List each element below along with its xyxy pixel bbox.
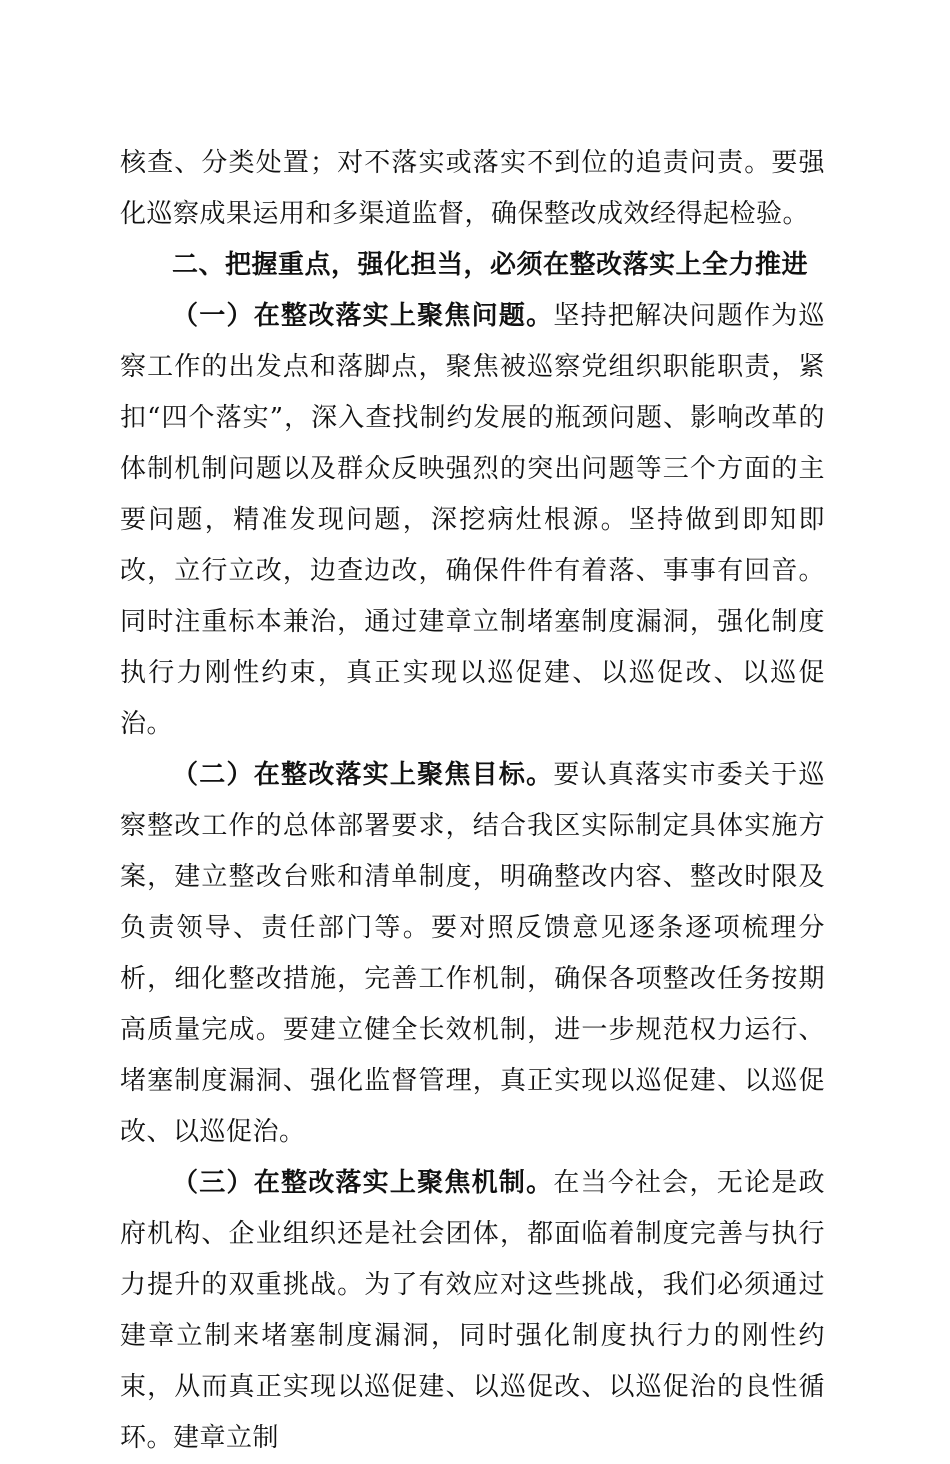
document-body [120, 138, 825, 1464]
paragraph-one [120, 291, 825, 750]
section-heading: 二、把握重点，强化担当，必须在整改落实上全力推进 [172, 250, 809, 280]
paragraph-two-body: 要认真落实市委关于巡察整改工作的总体部署要求，结合我区实际制定具体实施方案，建立整改台账和清单制度，明确整改内容、整改时限及负责领导、责任部门等。要对照反馈意见逐条逐项梳理分析，细化整改措施，完善工作机制，确保各项整改任务按期高质量完成。要建立健全长效机制，进一步规范权力运行、堵塞制度漏洞、强化监督管理，真正实现以巡促建、以巡促改、以巡促治。 [120, 760, 825, 1147]
paragraph-three-body: 在当今社会，无论是政府机构、企业组织还是社会团体，都面临着制度完善与执行力提升的双重挑战。为了有效应对这些挑战，我们必须通过建章立制来堵塞制度漏洞，同时强化制度执行力的刚性约束，从而真正实现以巡促建、以巡促改、以巡促治的良性循环。建章立制 [120, 1168, 825, 1453]
paragraph-two [120, 750, 825, 1158]
paragraph-three [120, 1158, 825, 1464]
paragraph-three-lead: （三）在整改落实上聚焦机制。 [172, 1168, 554, 1198]
continuation-paragraph: 核查、分类处置；对不落实或落实不到位的追责问责。要强化巡察成果运用和多渠道监督，确保整改成效经得起检验。 [120, 148, 825, 229]
paragraph-one-body: 坚持把解决问题作为巡察工作的出发点和落脚点，聚焦被巡察党组织职能职责，紧扣“四个落实”，深入查找制约发展的瓶颈问题、影响改革的体制机制问题以及群众反映强烈的突出问题等三个方面的主要问题，精准发现问题，深挖病灶根源。坚持做到即知即改，立行立改，边查边改，确保件件有着落、事事有回音。同时注重标本兼治，通过建章立制堵塞制度漏洞，强化制度执行力刚性约束，真正实现以巡促建、以巡促改、以巡促治。 [120, 301, 825, 739]
paragraph-two-lead: （二）在整改落实上聚焦目标。 [172, 760, 554, 790]
paragraph-one-lead: （一）在整改落实上聚焦问题。 [172, 301, 554, 331]
